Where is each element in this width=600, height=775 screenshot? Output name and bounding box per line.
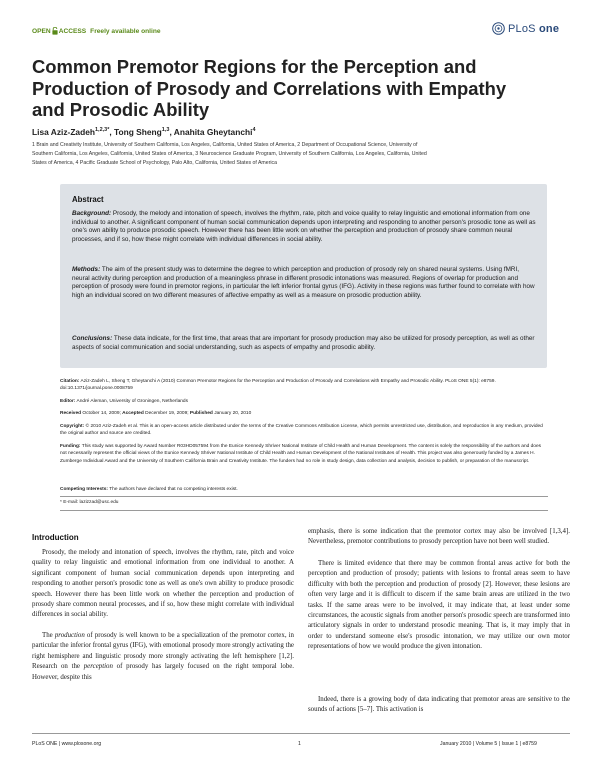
accepted-date: December 19, 2009; bbox=[145, 411, 189, 416]
author-affil: 4 bbox=[252, 127, 256, 134]
published-date: January 20, 2010 bbox=[214, 411, 252, 416]
citation bbox=[60, 378, 548, 393]
open-access-badge bbox=[32, 27, 161, 35]
affiliations bbox=[32, 141, 572, 168]
footer-divider bbox=[32, 733, 570, 734]
conclusions-text: These data indicate, for the first time, that areas that are important for prosody production may also be utilized for prosody perception, as well as other aspects of social communication and social understanding, such as aspects of empathy and prosodic ability. bbox=[72, 335, 535, 351]
editor bbox=[60, 398, 548, 405]
author-list bbox=[32, 127, 256, 137]
published-label: Published bbox=[189, 411, 213, 416]
footer-page-number: 1 bbox=[298, 741, 301, 747]
author-name: Tong Sheng bbox=[114, 127, 162, 137]
right-paragraph: There is limited evidence that there may be common frontal areas active for both the perception and production of prosody; patients with lesions to frontal areas seem to have difficulty with both the perception and production of prosody [2]. However, these lesions are often very large and it is difficult to discern if the same brain areas are utilized in the two tasks. If the same areas were to be involved, it may indicate that, at least under some circumstances, the acoustic signals from another person's prosodic speech are transformed into articulatory signals in order to understand prosodic meaning. That is, it may imply that in order to understand someone else's prosodic intonation, we may utilize our own motor representations of how we would produce the given intonation. bbox=[308, 560, 570, 651]
text-run: The bbox=[42, 632, 55, 639]
author-name: Anahita Gheytanchi bbox=[173, 127, 253, 137]
competing-label: Competing Interests: bbox=[60, 487, 108, 492]
conclusions-label: Conclusions: bbox=[72, 335, 113, 342]
accepted-label: Accepted bbox=[122, 411, 144, 416]
logo-one-text: one bbox=[538, 22, 560, 35]
abstract-methods bbox=[72, 266, 538, 301]
abstract-heading: Abstract bbox=[72, 195, 104, 204]
author-affil: 1,3 bbox=[161, 127, 170, 134]
editor-label: Editor: bbox=[60, 399, 76, 404]
open-access-lock-icon bbox=[52, 27, 58, 35]
editor-text: André Aleman, University of Groningen, Netherlands bbox=[76, 399, 188, 404]
received-label: Received bbox=[60, 411, 82, 416]
open-label: OPEN bbox=[32, 27, 51, 35]
methods-label: Methods: bbox=[72, 266, 101, 273]
copyright bbox=[60, 423, 548, 438]
citation-text: Aziz-Zadeh L, Sheng T, Gheytanchi A (2010) Common Premotor Regions for the Perception and Production of Prosody and Correlations with Empathy and Prosodic Ability. PLoS ONE 5(1): e8759. doi:10.1371/journal.pone.0008759 bbox=[60, 379, 496, 392]
author-sep: , bbox=[109, 127, 115, 137]
access-label: ACCESS bbox=[58, 27, 87, 35]
author-affil: 1,2,3* bbox=[94, 127, 110, 134]
abstract-conclusions bbox=[72, 335, 538, 352]
intro-paragraph bbox=[32, 631, 294, 683]
paper-title: Common Premotor Regions for the Perception and Production of Prosody and Correlations with Empathy and Prosodic Ability bbox=[32, 56, 507, 120]
text-run-italic: production bbox=[54, 632, 85, 639]
funding bbox=[60, 443, 548, 465]
text-run: of prosody is well known to be a specialization of the premotor cortex, in particular the inferior frontal gyrus (IFG), with emotional prosody more strongly activating the right hemisphere and linguistic prosody more strongly activating the left hemisphere [1,2]. Research on the bbox=[32, 632, 295, 671]
received-date: October 14, 2009; bbox=[82, 411, 121, 416]
copyright-label: Copyright: bbox=[60, 424, 85, 429]
footer-issue: January 2010 | Volume 5 | Issue 1 | e8759 bbox=[440, 741, 537, 747]
right-paragraph: emphasis, there is some indication that the premotor cortex may also be involved [1,3,4]. Nevertheless, premotor contributions to prosody perception have not been well studied. bbox=[308, 528, 570, 546]
competing-interests bbox=[60, 486, 548, 493]
background-label: Background: bbox=[72, 210, 112, 217]
email[interactable]: * E-mail: lazizzad@usc.edu bbox=[60, 500, 119, 505]
dates bbox=[60, 410, 548, 417]
footer-journal: PLoS ONE | www.plosone.org bbox=[32, 741, 102, 747]
plos-logo-icon bbox=[492, 22, 505, 35]
competing-text: The authors have declared that no competing interests exist. bbox=[109, 487, 238, 492]
copyright-text: © 2010 Aziz-Zadeh et al. This is an open-access article distributed under the terms of the Creative Commons Attribution License, which permits unrestricted use, distribution, and reproduction in any medium, provided the original author and source are credited. bbox=[60, 424, 543, 437]
background-text: Prosody, the melody and intonation of speech, involves the rhythm, rate, pitch and voice quality to relay linguistic and emotional information from one individual to another. A significant component of human social communication depends upon interpreting and responding to another person's prosodic tone as well as one's own ability to produce prosodic speech. However there has been little work on whether the perception and production of prosody share common neural processes, and if so, how these might correlate with individual differences in social ability. bbox=[72, 210, 536, 244]
author-sep: , bbox=[169, 127, 174, 137]
plos-one-logo bbox=[492, 22, 559, 35]
right-paragraph: Indeed, there is a growing body of data indicating that premotor areas are sensitive to the sounds of actions [5–7]. This activation is bbox=[308, 696, 570, 714]
introduction-heading: Introduction bbox=[32, 533, 79, 542]
intro-paragraph: Prosody, the melody and intonation of speech, involves the rhythm, rate, pitch and voice quality to relay linguistic and emotional information from one individual to another. A significant component of human social communication depends upon interpreting and responding to another person's prosodic tone as well as one's own ability to produce prosodic speech. However there has been little work on whether the perception and production of prosody share common neural processes, and if so, how these might correlate with individual differences in social ability. bbox=[32, 549, 294, 619]
affiliation-line: States of America, 4 Pacific Graduate School of Psychology, Palo Alto, California, United States of America bbox=[32, 160, 277, 166]
text-run: of prosody has largely focused on the right temporal lobe. However, despite this bbox=[32, 663, 294, 681]
affiliation-line: Southern California, Los Angeles, California, United States of America, 3 Neuroscience Graduate Program, University of Southern California, Los Angeles, California, United bbox=[32, 151, 427, 157]
divider bbox=[60, 510, 548, 511]
abstract-background bbox=[72, 210, 538, 245]
divider bbox=[60, 496, 548, 497]
funding-label: Funding: bbox=[60, 444, 81, 449]
affiliation-line: 1 Brain and Creativity Institute, University of Southern California, Los Angeles, California, United States of America, 2 Department of Occupational Science, University of bbox=[32, 142, 418, 148]
text-run-italic: perception bbox=[83, 663, 113, 671]
freely-available-label: Freely available online bbox=[90, 27, 161, 35]
author-name: Lisa Aziz-Zadeh bbox=[32, 127, 95, 137]
logo-plos-text: PLoS bbox=[508, 22, 536, 35]
methods-text: The aim of the present study was to determine the degree to which perception and production of prosody rely on shared neural systems. Using fMRI, neural activity during perception and production of a meaningless phrase in different prosodic intonations was measured. Regions of overlap for production and perception of prosody were found in premotor regions, in particular the left inferior frontal gyrus (IFG). Activity in these regions was further found to correlate with how high an individual scored on two different measures of affective empathy as well as a measure on prosodic production ability. bbox=[72, 266, 535, 300]
citation-label: Citation: bbox=[60, 379, 80, 384]
funding-text: This study was supported by Award Number R03HD057594 from the Eunice Kennedy Shriver National Institute of Child Health and Human Development. The content is solely the responsibility of the authors and does not necessarily represent the official views of the Eunice Kennedy Shriver National Institute of Child Health and Human Development of the National Institutes of Health. This project was also generously funded by a James H. Zumberge Individual Award and the University of Southern California Brain and Creativity Institute. The funders had no role in study design, data collection and analysis, decision to publish, or preparation of the manuscript. bbox=[60, 444, 542, 464]
